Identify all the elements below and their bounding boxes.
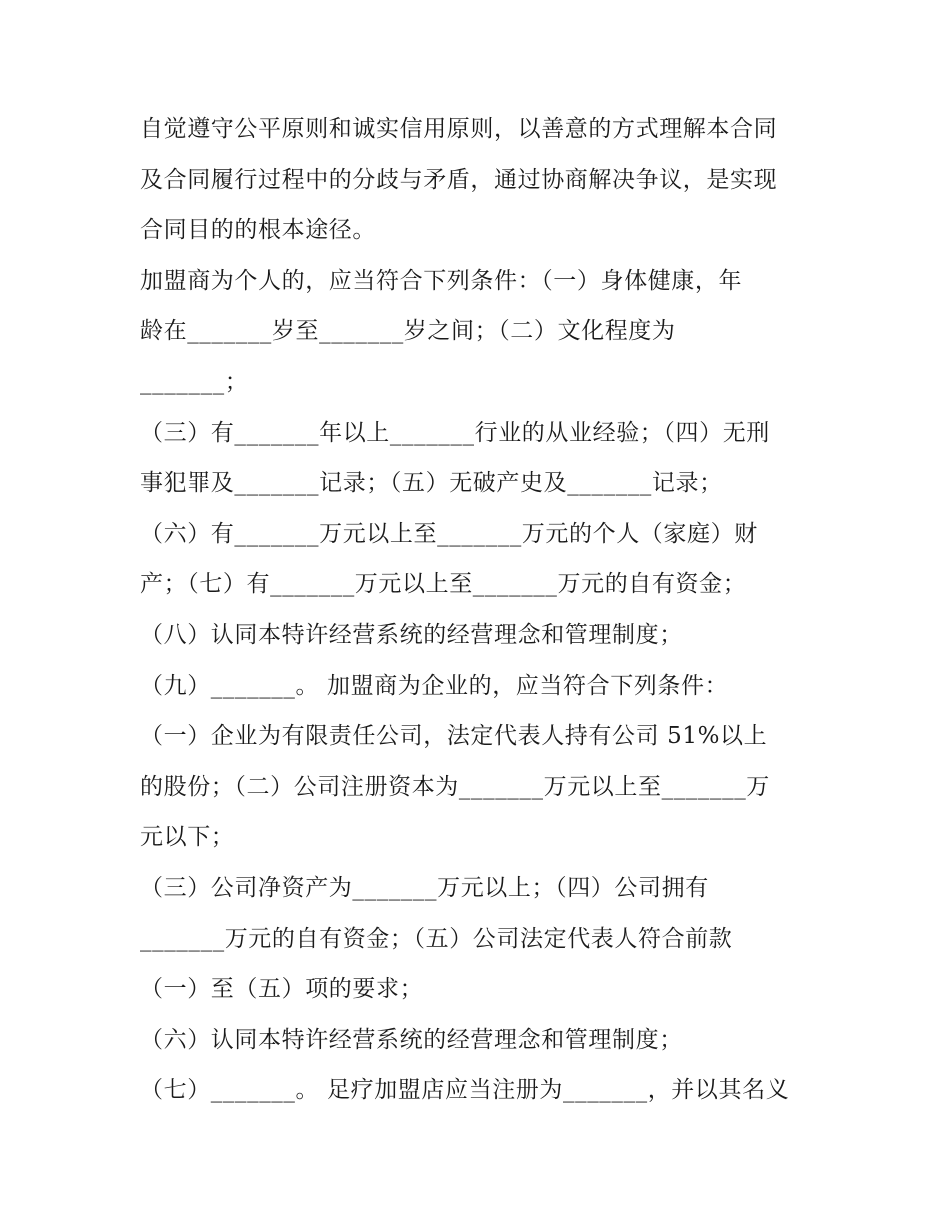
text-line: 的股份；（二）公司注册资本为_______万元以上至_______万 [140,773,770,800]
text-line: 龄在_______岁至_______岁之间；（二）文化程度为 [140,318,676,345]
text-line: （三）公司净资产为_______万元以上；（四）公司拥有 [140,874,709,901]
text-line: 合同目的的根本途径。 [140,217,376,244]
text-line: （六）有_______万元以上至_______万元的个人（家庭）财 [140,520,758,547]
text-line: （三）有_______年以上_______行业的从业经验；（四）无刑 [140,419,770,446]
text-line: _______万元的自有资金；（五）公司法定代表人符合前款 [140,925,733,952]
text-line: （一）企业为有限责任公司，法定代表人持有公司 51%以上 [140,723,768,750]
text-line: 元以下； [140,824,235,851]
text-line: 自觉遵守公平原则和诚实信用原则，以善意的方式理解本合同 [140,116,778,142]
text-line: 及合同履行过程中的分歧与矛盾，通过协商解决争议，是实现 [140,166,778,193]
text-line: _______； [140,368,249,395]
document-body [140,104,820,1116]
text-line: （九）_______。 加盟商为企业的，应当符合下列条件： [140,672,729,699]
text-line: 产；（七）有_______万元以上至_______万元的自有资金； [140,571,747,598]
text-line: （六）认同本特许经营系统的经营理念和管理制度； [140,1026,683,1053]
text-line: （七）_______。 足疗加盟店应当注册为_______，并以其名义 [140,1077,790,1104]
text-line: （八）认同本特许经营系统的经营理念和管理制度； [140,621,683,648]
text-line: （一）至（五）项的要求； [140,976,424,1003]
text-line: 事犯罪及_______记录；（五）无破产史及_______记录； [140,470,723,497]
text-line: 加盟商为个人的，应当符合下列条件：（一）身体健康，年 [140,267,743,294]
